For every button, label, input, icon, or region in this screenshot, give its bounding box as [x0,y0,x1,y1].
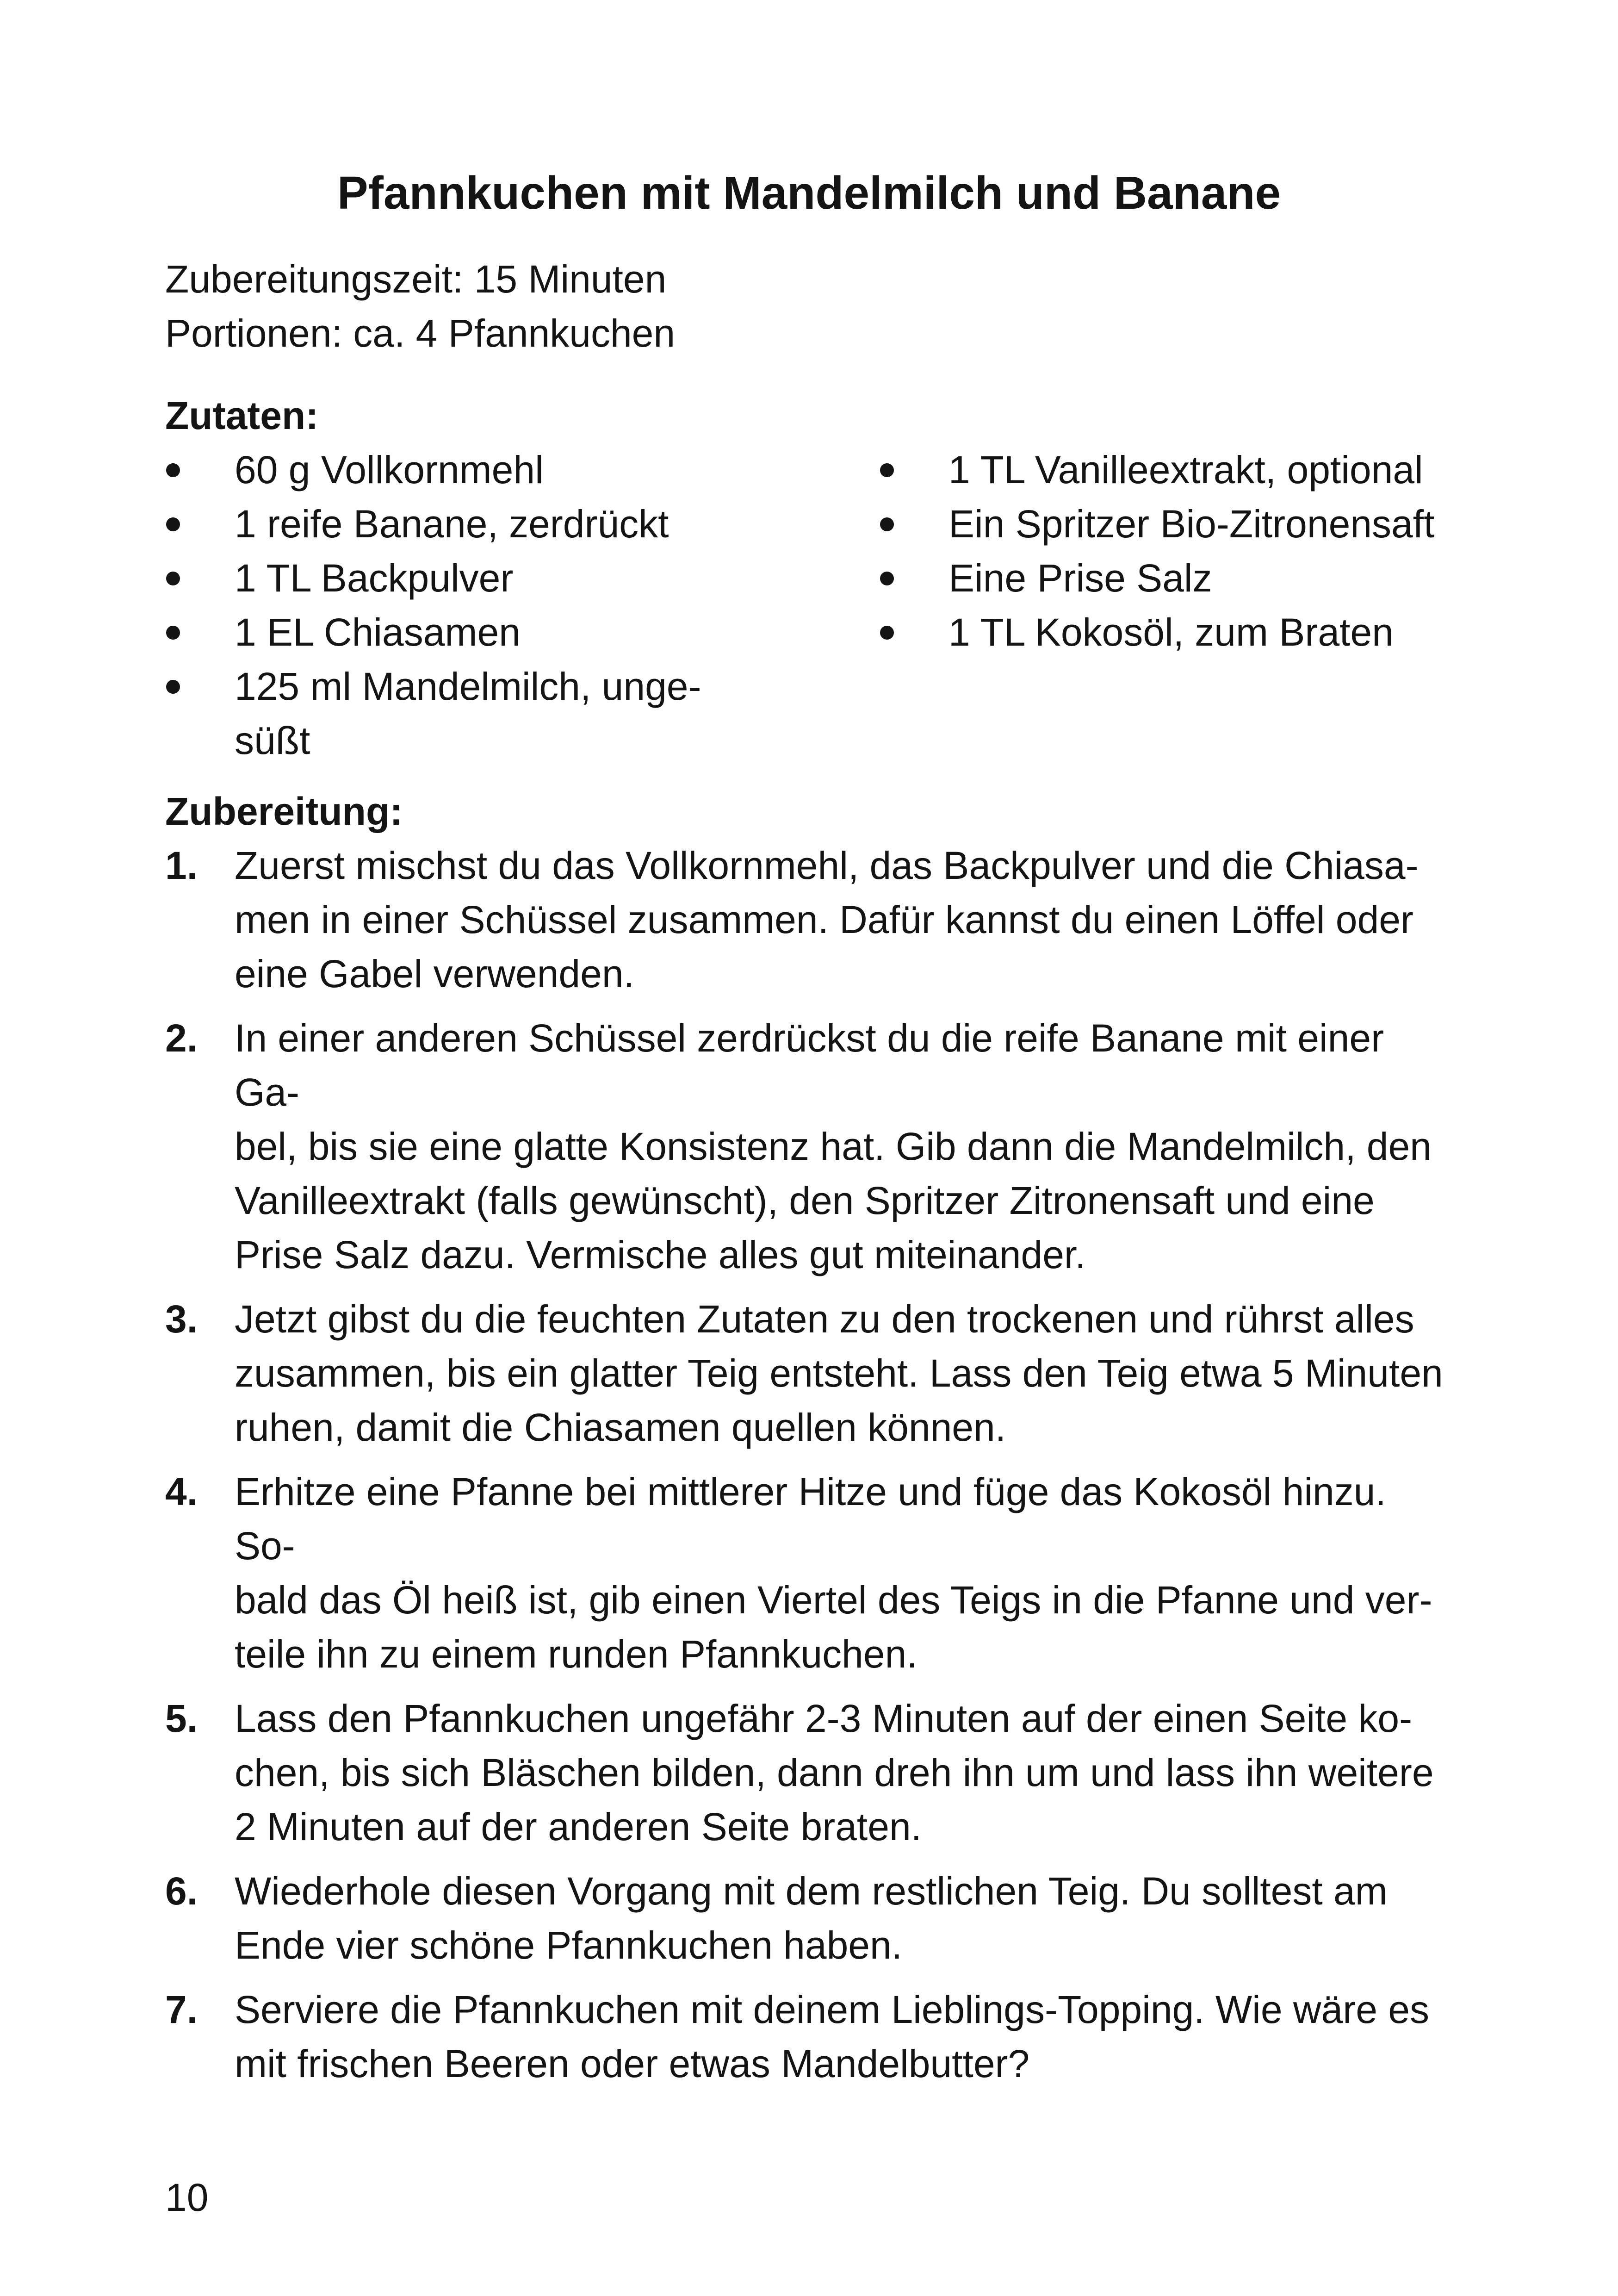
bullet-icon [166,463,180,477]
step-text: Lass den Pfannkuchen ungefähr 2-3 Minuten auf der einen Seite ko- chen, bis sich Bläschen bilden, dann dreh ihn um und lass ihn weitere 2 Minuten auf der anderen Seite braten. [235,1697,1434,1848]
step-number: 6. [165,1869,198,1913]
step-number: 1. [165,844,198,887]
ingredient-text: 60 g Vollkornmehl [235,448,544,492]
ingredient-item [879,497,1481,551]
page-number: 10 [165,2176,209,2219]
bullet-icon [880,463,894,477]
ingredient-text: 1 EL Chiasamen [235,610,521,654]
step-number: 5. [165,1697,198,1740]
ingredients-list-right [879,443,1481,660]
ingredient-text: 1 TL Kokosöl, zum Braten [948,610,1394,654]
portions: Portionen: ca. 4 Pfannkuchen [165,311,676,355]
ingredient-text: 1 TL Backpulver [235,556,514,600]
step-text: Erhitze eine Pfanne bei mittlerer Hitze und füge das Kokosöl hinzu. So- bald das Öl heiß ist, gib einen Viertel des Teigs in die Pfanne und ver- teile ihn zu einem runden Pfannkuchen. [235,1470,1432,1676]
recipe-title: Pfannkuchen mit Mandelmilch und Banane [337,167,1281,219]
preparation-steps [165,839,1456,2101]
ingredient-item [165,497,744,551]
ingredient-text: Ein Spritzer Bio-Zitronensaft [948,502,1435,546]
step-text: Wiederhole diesen Vorgang mit dem restlichen Teig. Du solltest am Ende vier schöne Pfannkuchen haben. [235,1869,1388,1967]
ingredients-list-left [165,443,744,768]
bullet-icon [880,626,894,640]
ingredient-item [879,605,1481,660]
step-item [165,1864,1456,1972]
ingredient-item [879,551,1481,605]
step-text: In einer anderen Schüssel zerdrückst du die reife Banane mit einer Ga- bel, bis sie eine glatte Konsistenz hat. Gib dann die Mandelmilch, den Vanilleextrakt (falls gewünscht), den Spritzer Zitronensaft und eine Prise Salz dazu. Vermische alles gut miteinander. [235,1016,1432,1276]
bullet-icon [880,517,894,531]
bullet-icon [880,572,894,585]
step-number: 7. [165,1988,198,2031]
step-item [165,1983,1456,2091]
step-text: Jetzt gibst du die feuchten Zutaten zu den trockenen und rührst alles zusammen, bis ein glatter Teig entsteht. Lass den Teig etwa 5 Minuten ruhen, damit die Chiasamen quellen können. [235,1297,1443,1449]
ingredient-item [165,605,744,660]
bullet-icon [166,517,180,531]
preparation-heading: Zubereitung: [165,790,403,833]
ingredients-heading: Zutaten: [165,394,319,437]
ingredient-text: Eine Prise Salz [948,556,1212,600]
step-item [165,1011,1456,1282]
step-number: 4. [165,1470,198,1513]
bullet-icon [166,572,180,585]
ingredient-item [165,443,744,497]
ingredient-text: 1 TL Vanilleextrakt, optional [948,448,1423,492]
step-number: 3. [165,1297,198,1341]
step-text: Zuerst mischst du das Vollkornmehl, das Backpulver und die Chiasa- men in einer Schüssel zusammen. Dafür kannst du einen Löffel oder eine Gabel verwenden. [235,844,1419,996]
step-text: Serviere die Pfannkuchen mit deinem Lieblings-Topping. Wie wäre es mit frischen Beeren oder etwas Mandelbutter? [235,1988,1430,2085]
prep-time: Zubereitungszeit: 15 Minuten [165,257,667,301]
ingredient-item [165,660,744,768]
bullet-icon [166,680,180,694]
step-item [165,1465,1456,1681]
ingredient-text: 1 reife Banane, zerdrückt [235,502,669,546]
step-number: 2. [165,1016,198,1060]
step-item [165,1292,1456,1455]
step-item [165,839,1456,1001]
bullet-icon [166,626,180,640]
step-item [165,1692,1456,1854]
ingredient-item [165,551,744,605]
ingredient-text: 125 ml Mandelmilch, unge- süßt [235,665,701,762]
recipe-meta [165,252,675,361]
ingredient-item [879,443,1481,497]
